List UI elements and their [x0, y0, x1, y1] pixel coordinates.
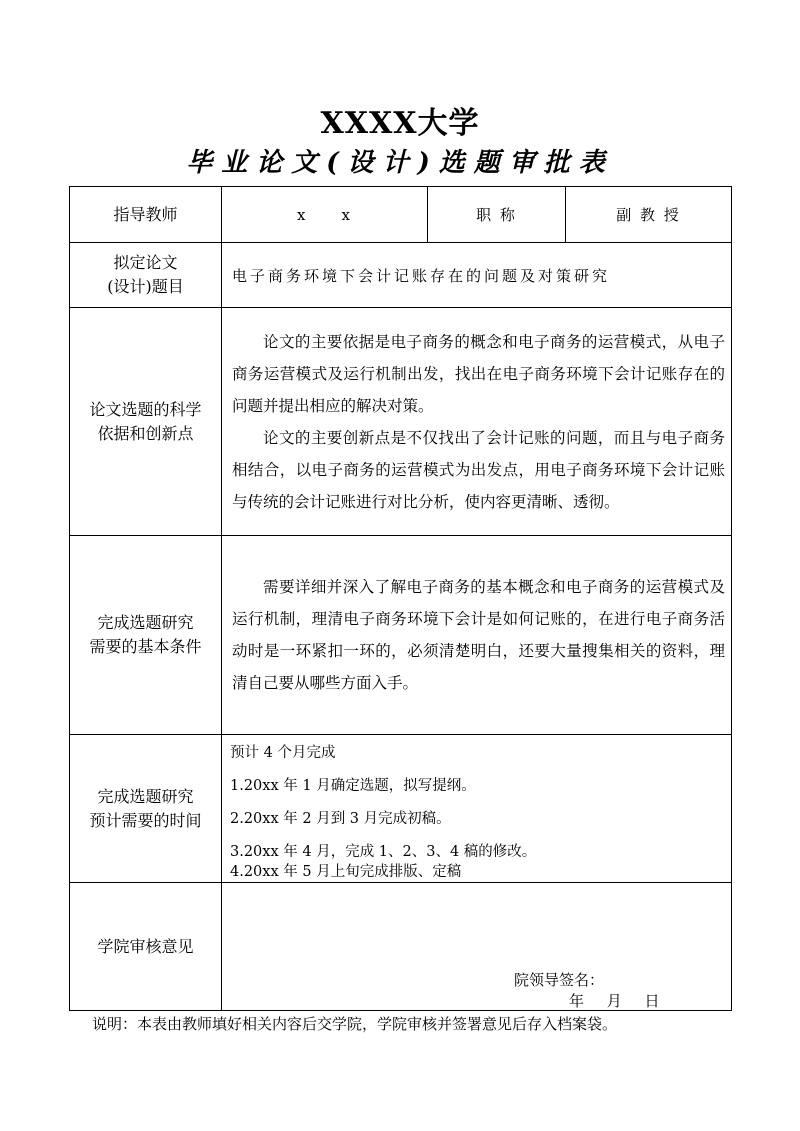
basis-label [70, 308, 222, 536]
basis-paragraph: 论文的主要依据是电子商务的概念和电子商务的运营模式，从电子商务运营模式及运行机制出发，找出在电子商务环境下会计记账存在的问题并提出相应的解决对策。 [232, 332, 725, 415]
title-label: 职 称 [428, 187, 566, 243]
conditions-row [70, 536, 732, 735]
schedule-item: 1.20xx 年 1 月确定选题，拟写提纲。 [230, 778, 476, 794]
topic-label-line1: 拟定论文 [113, 253, 178, 272]
form-subtitle: 毕业论文(设计)选题审批表 [186, 148, 614, 178]
approval-form-table [69, 186, 732, 1011]
schedule-label-line1: 完成选题研究 [97, 786, 194, 806]
conditions-label [70, 536, 222, 735]
conditions-content [222, 536, 732, 735]
schedule-content [222, 735, 732, 883]
basis-label-line1: 论文选题的科学 [89, 399, 202, 419]
date-label: 年 月 日 [569, 992, 660, 1010]
schedule-item: 3.20xx 年 4 月，完成 1、2、3、4 稿的修改。 [230, 844, 537, 860]
review-content [222, 883, 732, 1011]
topic-row [70, 243, 732, 308]
advisor-row [70, 187, 732, 243]
document-title: XXXX大学 [320, 106, 480, 141]
basis-row [70, 308, 732, 536]
topic-label-line2: (设计)题目 [107, 277, 184, 296]
review-row [70, 883, 732, 1011]
schedule-row [70, 735, 732, 883]
topic-value: 电子商务环境下会计记账存在的问题及对策研究 [222, 243, 732, 308]
conditions-label-line1: 完成选题研究 [97, 613, 194, 632]
schedule-label [70, 735, 222, 883]
advisor-name: x x [222, 187, 428, 243]
schedule-item: 4.20xx 年 5 月上旬完成排版、定稿 [230, 864, 462, 880]
signature-label: 院领导签名： [514, 971, 605, 989]
conditions-text: 需要详细并深入了解电子商务的基本概念和电子商务的运营模式及运行机制，理清电子商务环境下会计是如何记账的，在进行电子商务活动时是一环紧扣一环的，必须清楚明白，还要大量搜集相关的资料，理清自己要从哪些方面入手。 [232, 578, 725, 692]
review-label: 学院审核意见 [70, 883, 222, 1011]
basis-content [222, 308, 732, 536]
conditions-label-line2: 需要的基本条件 [89, 637, 202, 656]
footer-note: 说明：本表由教师填好相关内容后交学院，学院审核并签署意见后存入档案袋。 [92, 1015, 618, 1033]
schedule-label-line2: 预计需要的时间 [89, 810, 202, 830]
basis-paragraph: 论文的主要创新点是不仅找出了会计记账的问题，而且与电子商务相结合，以电子商务的运营模式为出发点，用电子商务环境下会计记账与传统的会计记账进行对比分析，使内容更清晰、透彻。 [232, 428, 725, 511]
schedule-item: 2.20xx 年 2 月到 3 月完成初稿。 [230, 811, 451, 827]
advisor-label: 指导教师 [70, 187, 222, 243]
basis-label-line2: 依据和创新点 [97, 423, 194, 443]
title-value: 副 教 授 [566, 187, 732, 243]
schedule-item: 预计 4 个月完成 [230, 745, 336, 761]
topic-label [70, 243, 222, 308]
